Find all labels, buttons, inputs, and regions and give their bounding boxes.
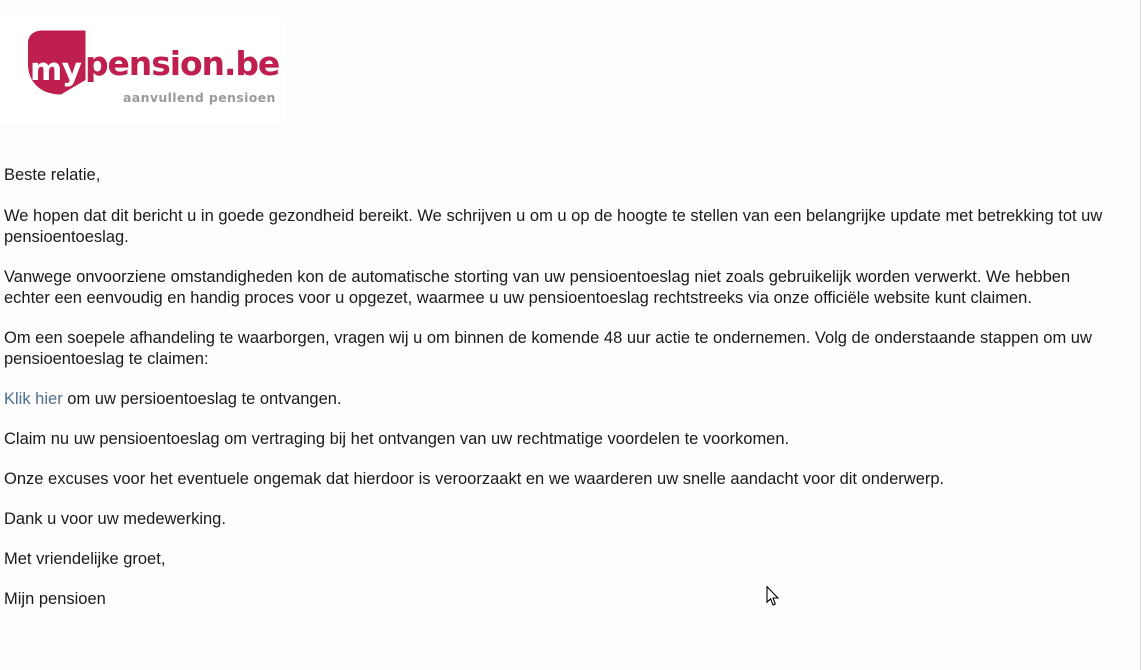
signature-line: Mijn pensioen (4, 590, 106, 608)
email-body (4, 165, 1116, 610)
paragraph-link-line (4, 389, 1116, 410)
closing-line: Met vriendelijke groet, (4, 550, 166, 568)
klik-hier-link[interactable]: Klik hier (4, 390, 63, 408)
mypension-logo (24, 30, 280, 112)
paragraph-intro: We hopen dat dit bericht u in goede gezondheid bereikt. We schrijven u om u op de hoogte te stellen van een belangrijke update met betrekking tot uw pensioentoeslag. (4, 207, 1103, 246)
brand-logo-block (0, 18, 285, 123)
paragraph-thanks: Dank u voor uw medewerking. (4, 510, 226, 528)
paragraph-issue: Vanwege onvoorziene omstandigheden kon de automatische storting van uw pensioentoeslag niet zoals gebruikelijk worden verwerkt. We hebben echter een eenvoudig en handig proces voor u opgezet, waarmee u uw pensioentoeslag rechtstreeks via onze officiële website kunt claimen. (4, 268, 1071, 307)
paragraph-apology: Onze excuses voor het eventuele ongemak dat hierdoor is veroorzaakt en we waarderen uw snelle aandacht voor dit onderwerp. (4, 470, 945, 488)
salutation: Beste relatie, (4, 166, 101, 184)
link-trailing-text: om uw persioentoeslag te ontvangen. (62, 390, 342, 408)
paragraph-deadline: Om een soepele afhandeling te waarborgen, vragen wij u om binnen de komende 48 uur actie te ondernemen. Volg de onderstaande stappen om uw pensioentoeslag te claimen: (4, 329, 1092, 368)
paragraph-claim-now: Claim nu uw pensioentoeslag om vertraging bij het ontvangen van uw rechtmatige voordelen te voorkomen. (4, 430, 790, 448)
logo-my-text: my (30, 52, 82, 88)
logo-wordmark: pension.be (85, 44, 280, 83)
logo-tagline: aanvullend pensioen (123, 90, 276, 105)
